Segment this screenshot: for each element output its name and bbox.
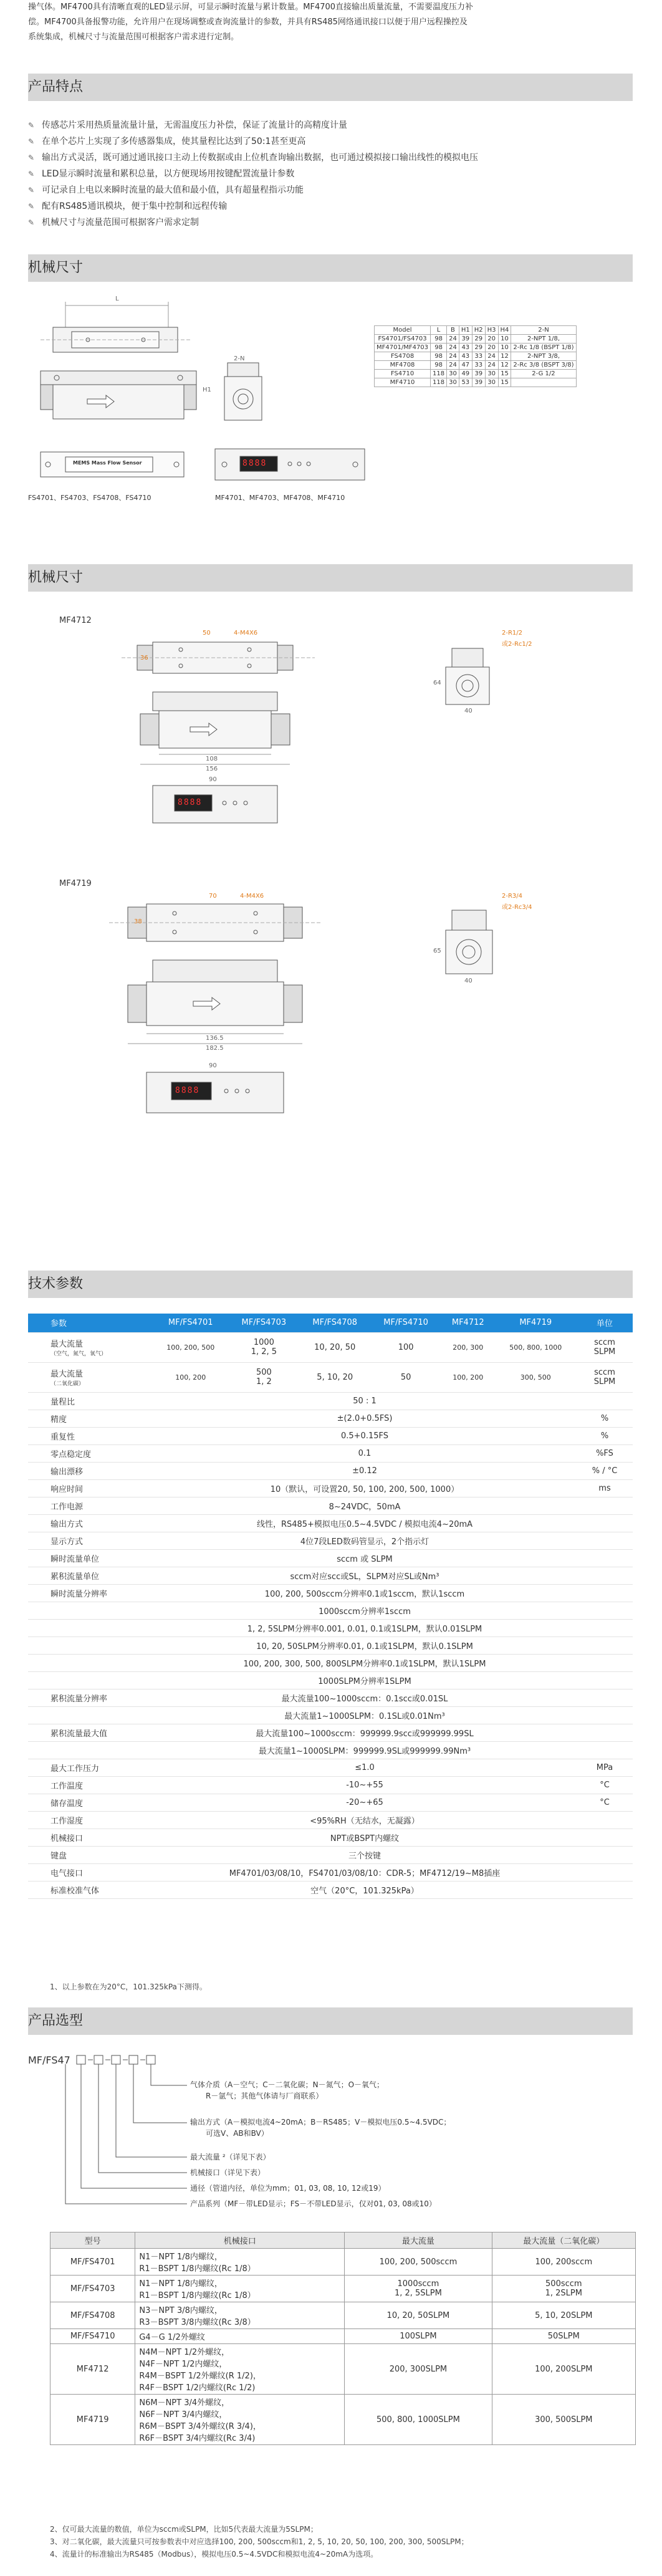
spec-row: 最大流量1~1000SLPM：0.1SL或0.01Nm³	[28, 1706, 633, 1724]
selection-row: MF4719 N6M－NPT 3/4外螺纹， N6F－NPT 3/4内螺纹， R6M－BSPT 3/4外螺纹(R 3/4)， R6F－BSPT 3/4内螺纹(Rc 3/4) 500, 800, 1000SLPM 300, 500SLPM	[50, 2395, 636, 2445]
dimension-table-row: MF4708 98 24 47 33 24 12 2-Rc 3/8 (BSPT 3/8)	[375, 361, 577, 370]
mech2-drawing	[28, 605, 633, 1241]
feature-list	[28, 117, 633, 231]
mf4719-dim-w2: 90	[209, 1062, 217, 1069]
model-mf4719-label: MF4719	[59, 879, 92, 888]
legend-gas: 气体介质（A－空气；C－二氧化碳；N－氮气；O－氧气；	[190, 2080, 385, 2089]
spec-table	[28, 1314, 633, 1899]
mf4712-dim-a: 50	[203, 630, 211, 637]
selection-rows	[50, 2249, 636, 2445]
spec-row: 重复性 0.5+0.15FS %	[28, 1427, 633, 1444]
dimension-table-row: FS4701/FS4703 98 24 39 29 20 10 2-NPT 1/8,	[375, 335, 577, 344]
intro-text	[28, 0, 633, 45]
display-digits: 8888	[242, 459, 267, 468]
spec-row: 输出漂移 ±0.12 % / °C	[28, 1462, 633, 1479]
spec-row: 累积流量单位 sccm对应scc或SL，SLPM对应SL或Nm³	[28, 1567, 633, 1584]
mf4712-dim-l1: 108	[206, 756, 218, 762]
spec-row-maxflow-co2: 最大流量 （二氧化碳） 100, 200 500 1, 2 5, 10, 20 50 100, 200 300, 500 sccm SLPM	[28, 1362, 633, 1392]
selection-table	[50, 2232, 636, 2445]
pen-icon: ✎	[28, 170, 35, 178]
feature-item: ✎ 可记录自上电以来瞬时流量的最大值和最小值，具有超量程指示功能	[28, 185, 304, 195]
mf4712-dim-w2: 90	[209, 776, 217, 783]
dimension-table-row: FS4708 98 24 43 33 24 12 2-NPT 3/8,	[375, 352, 577, 361]
spec-row: 工作温度 -10~+55 °C	[28, 1776, 633, 1794]
feature-item: ✎ 机械尺寸与流量范围可根据客户需求定制	[28, 218, 199, 228]
spec-header-row: 参数 MF/FS4701 MF/FS4703 MF/FS4708 MF/FS4710 MF4712 MF4719 单位	[28, 1314, 633, 1332]
spec-row: 最大工作压力 ≤1.0 MPa	[28, 1759, 633, 1776]
spec-row: 量程比 50 : 1	[28, 1392, 633, 1410]
spec-note: 1、以上参数在为20°C，101.325kPa下测得。	[50, 1982, 207, 1991]
mf4719-display-digits: 8888	[175, 1086, 200, 1095]
mf4719-threads: 2-R3/4	[502, 893, 523, 900]
spec-row: 响应时间 10（默认，可设置20, 50, 100, 200, 500, 1000） ms	[28, 1479, 633, 1497]
spec-row: 键盘 三个按键	[28, 1846, 633, 1863]
pen-icon: ✎	[28, 186, 35, 195]
mf4719-holes: 4-M4X6	[240, 893, 264, 900]
selection-row: MF/FS4703 N1－NPT 1/8内螺纹， R1－BSPT 1/8内螺纹(Rc 1/8） 1000sccm 1, 2, 5SLPM 500sccm 1, 2SLPM	[50, 2276, 636, 2302]
dimension-table-row: MF4701/MF4703 98 24 43 29 20 10 2-Rc 1/8 (BSPT 1/8)	[375, 344, 577, 352]
selection-note-3: 3、对二氧化碳，最大流量只可按参数表中对应选择100, 200, 500sccm和1, 2, 5, 10, 20, 50, 100, 200, 300, 500SLPM；	[50, 2537, 469, 2546]
legend-interface: 机械接口（详见下表）	[190, 2168, 266, 2177]
mf4719-dim-l1: 136.5	[206, 1035, 224, 1042]
mf4719-dim-l2: 182.5	[206, 1045, 224, 1052]
spec-row: 电气接口 MF4701/03/08/10，FS4701/03/08/10：CDR-5；MF4712/19~M8插座	[28, 1863, 633, 1881]
pen-icon: ✎	[28, 137, 35, 146]
spec-row: 精度 ±(2.0+0.5FS) %	[28, 1410, 633, 1427]
spec-row: 工作湿度 <95%RH（无结水，无凝露）	[28, 1811, 633, 1829]
mech2-svg	[28, 605, 633, 1241]
caption-fs-models: FS4701、FS4703、FS4708、FS4710	[28, 494, 151, 502]
feature-item: ✎ 在单个芯片上实现了多传感器集成，使其量程比达到了50:1甚至更高	[28, 137, 306, 147]
model-mf4712-label: MF4712	[59, 616, 92, 625]
legend-maxflow: 最大流量 ²（详见下表）	[190, 2153, 271, 2161]
spec-row: 累积流量分辨率 最大流量100~1000sccm：0.1scc或0.01SL	[28, 1689, 633, 1706]
feature-item: ✎ 配有RS485通讯模块，便于集中控制和远程传输	[28, 201, 228, 211]
mf4712-dim-h: 64	[433, 680, 441, 686]
spec-row: 储存温度 -20~+65 °C	[28, 1794, 633, 1811]
section-title-selection: 产品选型	[28, 2007, 633, 2035]
mf4712-threads-alt: 或2-Rc1/2	[502, 641, 532, 648]
legend-output-2: 可选V、AB和BV）	[206, 2129, 269, 2138]
mf4712-display-digits: 8888	[178, 798, 203, 807]
spec-row: 瞬时流量单位 sccm 或 SLPM	[28, 1549, 633, 1567]
section-title-spec: 技术参数	[28, 1271, 633, 1298]
selection-note-4: 4、流量计的标准输出为RS485（Modbus），模拟电压0.5~4.5VDC和模拟电流4~20mA为选项。	[50, 2550, 378, 2559]
mf4719-dim-d: 40	[464, 978, 473, 984]
spec-row: 瞬时流量分辨率 100, 200, 500sccm分辨率0.1或1sccm，默认1sccm	[28, 1584, 633, 1602]
spec-span-rows	[28, 1392, 633, 1898]
legend-output: 输出方式（A－模拟电流4~20mA；B－RS485；V－模拟电压0.5~4.5VDC；	[190, 2118, 451, 2127]
caption-mf-models: MF4701、MF4703、MF4708、MF4710	[215, 494, 345, 502]
mf4719-dim-w: 38	[134, 918, 142, 925]
feature-item: ✎ 输出方式灵活，既可通过通讯接口主动上传数据或由上位机查询输出数据，也可通过模拟接口输出线性的模拟电压	[28, 153, 478, 163]
mf4712-holes: 4-M4X6	[234, 630, 258, 637]
legend-bore: 通径（管道内径，单位为mm；01, 03, 08, 10, 12或19）	[190, 2184, 386, 2193]
feature-item: ✎ 传感芯片采用热质量流量计量，无需温度压力补偿，保证了流量计的高精度计量	[28, 120, 347, 130]
dimension-table-row: FS4710 118 30 49 39 30 15 2-G 1/2	[375, 370, 577, 378]
mf4712-dim-l2: 156	[206, 766, 218, 772]
spec-row: 1000SLPM分辨率1SLPM	[28, 1671, 633, 1689]
pen-icon: ✎	[28, 153, 35, 162]
legend-series: 产品系列（MF－带LED显示；FS－不带LED显示，仅对01, 03, 08或10）	[190, 2199, 436, 2208]
dim-h1: H1	[203, 387, 211, 393]
spec-row: 最大流量1~1000SLPM：999999.9SL或999999.99Nm³	[28, 1741, 633, 1759]
dim-l: L	[115, 296, 119, 302]
spec-row: 工作电源 8~24VDC，50mA	[28, 1497, 633, 1514]
mf4719-dim-a: 70	[209, 893, 217, 900]
spec-row: 累积流量最大值 最大流量100~1000sccm：999999.9scc或999999.99SL	[28, 1724, 633, 1741]
spec-row: 1, 2, 5SLPM分辨率0.001, 0.01, 0.1或1SLPM，默认0.01SLPM	[28, 1619, 633, 1636]
spec-row-maxflow-air: 最大流量 （空气，氮气，氧气） 100, 200, 500 1000 1, 2, 5 10, 20, 50 100 200, 300 500, 800, 1000 sccm SLPM	[28, 1332, 633, 1362]
intro-line-2: 偿。MF4700具备报警功能，允许用户在现场调整或查询流量计的参数，并具有RS485网络通讯接口以便于用户远程操控及	[28, 17, 468, 27]
spec-row: 零点稳定度 0.1 %FS	[28, 1444, 633, 1462]
spec-row: 输出方式 线性，RS485+模拟电压0.5~4.5VDC / 模拟电流4~20mA	[28, 1514, 633, 1532]
pen-icon: ✎	[28, 121, 35, 130]
spec-row: 1000sccm分辨率1sccm	[28, 1602, 633, 1619]
dimension-table	[374, 325, 577, 387]
selection-row: MF/FS4708 N3－NPT 3/8内螺纹， R3－BSPT 3/8内螺纹(Rc 3/8） 10, 20, 50SLPM 5, 10, 20SLPM	[50, 2302, 636, 2329]
selection-header-row: 型号 机械接口 最大流量 最大流量（二氧化碳）	[50, 2232, 636, 2249]
mf4712-threads: 2-R1/2	[502, 630, 523, 637]
dimension-table-row: MF4710 118 30 53 39 30 15	[375, 378, 577, 387]
pen-icon: ✎	[28, 218, 35, 227]
selection-row: MF/FS4701 N1－NPT 1/8内螺纹， R1－BSPT 1/8内螺纹(Rc 1/8） 100, 200, 500sccm 100, 200sccm	[50, 2249, 636, 2276]
section-title-mech2: 机械尺寸	[28, 564, 633, 592]
brand-label: MEMS Mass Flow Sensor	[73, 460, 142, 466]
pen-icon: ✎	[28, 202, 35, 211]
mf4712-dim-d: 40	[464, 708, 473, 714]
selection-row: MF4712 N4M－NPT 1/2外螺纹， N4F－NPT 1/2内螺纹， R4M－BSPT 1/2外螺纹(R 1/2)， R4F－BSPT 1/2内螺纹(Rc 1/2) 200, 300SLPM 100, 200SLPM	[50, 2344, 636, 2395]
spec-row: 100, 200, 300, 500, 800SLPM分辨率0.1或1SLPM，默认1SLPM	[28, 1654, 633, 1671]
mech1-drawing	[28, 293, 633, 555]
dim-2n: 2-N	[234, 355, 245, 362]
spec-row: 显示方式 4位7段LED数码管显示，2个指示灯	[28, 1532, 633, 1549]
mf4712-dim-w: 36	[140, 655, 148, 661]
dimension-table-header: Model L B H1 H2 H3 H4 2-N	[375, 326, 577, 335]
section-title-mech1: 机械尺寸	[28, 254, 633, 282]
legend-gas-2: R－氩气；其他气体请与厂商联系）	[206, 2092, 324, 2100]
spec-row: 标准校准气体 空气（20°C，101.325kPa）	[28, 1881, 633, 1898]
intro-line-1: 操气体。MF4700具有清晰直观的LED显示屏，可显示瞬时流量与累计数量。MF4700直接输出质量流量，不需要温度压力补	[28, 2, 474, 12]
selection-note-2: 2、仅可最大流量的数值，单位为sccm或SLPM，比如5代表最大流量为5SLPM；	[50, 2525, 318, 2534]
feature-item: ✎ LED显示瞬时流量和累积总量，以方便现场用按键配置流量计参数	[28, 169, 295, 179]
selection-row: MF/FS4710 G4－G 1/2外螺纹 100SLPM 50SLPM	[50, 2329, 636, 2344]
intro-line-3: 系统集成，机械尺寸与流量范围可根据客户需求进行定制。	[28, 32, 239, 42]
mf4719-threads-alt: 或2-Rc3/4	[502, 904, 532, 911]
spec-row: 10, 20, 50SLPM分辨率0.01, 0.1或1SLPM，默认0.1SLPM	[28, 1636, 633, 1654]
spec-row: 机械接口 NPT或BSPT内螺纹	[28, 1829, 633, 1846]
code-prefix: MF/FS47	[28, 2054, 70, 2066]
mf4719-dim-h: 65	[433, 948, 441, 954]
section-title-features: 产品特点	[28, 74, 633, 101]
